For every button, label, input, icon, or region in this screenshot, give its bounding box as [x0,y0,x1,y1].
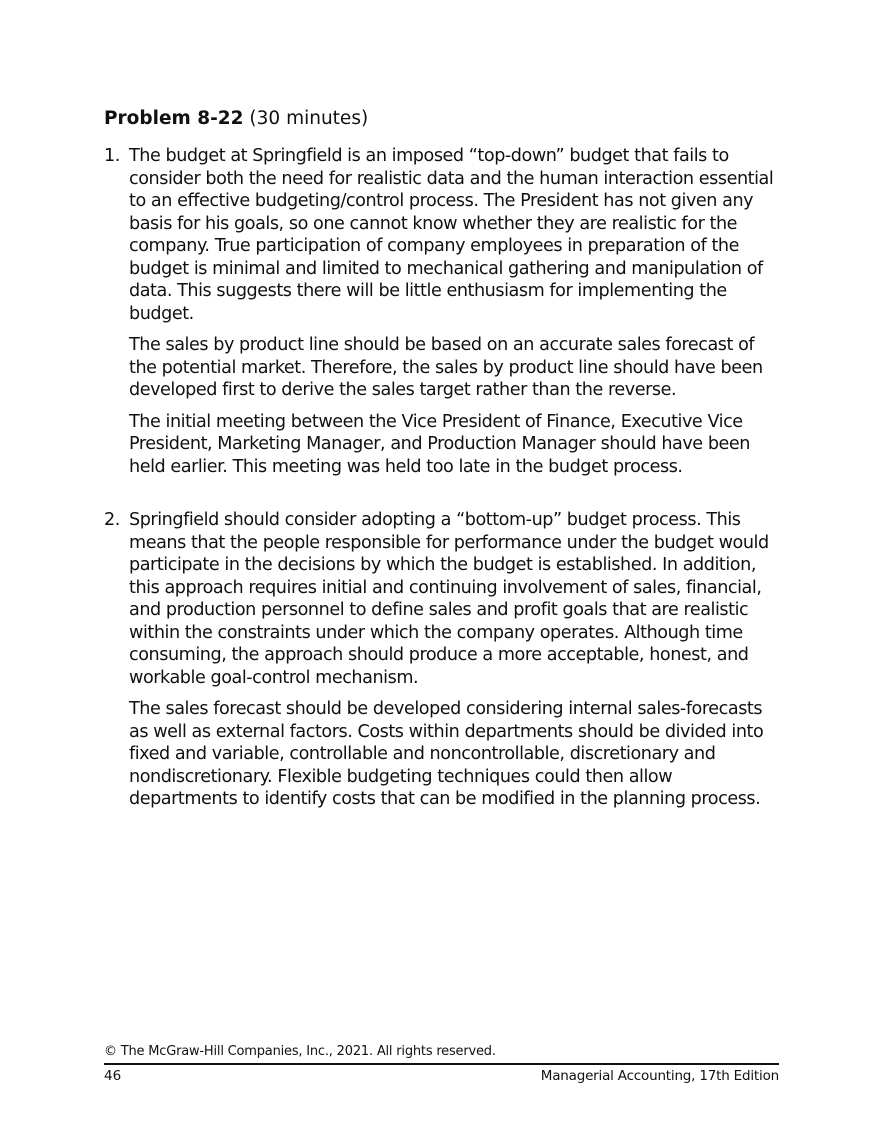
paragraph: The budget at Springfield is an imposed “top-down” budget that fails to consider both the need for realistic data and the human interaction essential to an effective budgeting/control process. The President has not given any basis for his goals, so one cannot know whether they are realistic for the company. True participation of company employees in preparation of the budget is minimal and limited to mechanical gathering and manipulation of data. This suggests there will be little enthusiasm for implementing the budget. [129,146,774,324]
book-title: Managerial Accounting, 17th Edition [540,1068,779,1084]
paragraph: The initial meeting between the Vice President of Finance, Executive Vice President, Marketing Manager, and Production Manager should have been held earlier. This meeting was held too late in the budget process. [129,411,750,477]
item-number: 2. [104,510,120,530]
problem-heading [104,107,368,131]
answer-item-1 [104,145,780,487]
answer-item-2 [104,509,780,820]
item-number: 1. [104,146,120,166]
paragraph: The sales by product line should be based on an accurate sales forecast of the potential market. Therefore, the sales by product line should have been developed first to derive the sales target rather than the reverse. [129,335,763,400]
paragraph: Springfield should consider adopting a “bottom-up” budget process. This means that the people responsible for performance under the budget would participate in the decisions by which the budget is established. In addition, this approach requires initial and continuing involvement of sales, financial, and production personnel to define sales and profit goals that are realistic within the constraints under which the company operates. Although time consuming, the approach should produce a more acceptable, honest, and workable goal-control mechanism. [129,510,769,688]
problem-label: Problem 8-22 [104,108,244,129]
paragraph: The sales forecast should be developed considering internal sales-forecasts as well as external factors. Costs within departments should be divided into fixed and variable, controllable and noncontrollable, discretionary and nondiscretionary. Flexible budgeting techniques could then allow departments to identify costs that can be modified in the planning process. [129,699,764,809]
page-number: 46 [104,1068,122,1084]
footer-divider [104,1063,779,1065]
copyright-notice: © The McGraw-Hill Companies, Inc., 2021. All rights reserved. [104,1044,496,1059]
problem-duration: (30 minutes) [243,108,369,129]
